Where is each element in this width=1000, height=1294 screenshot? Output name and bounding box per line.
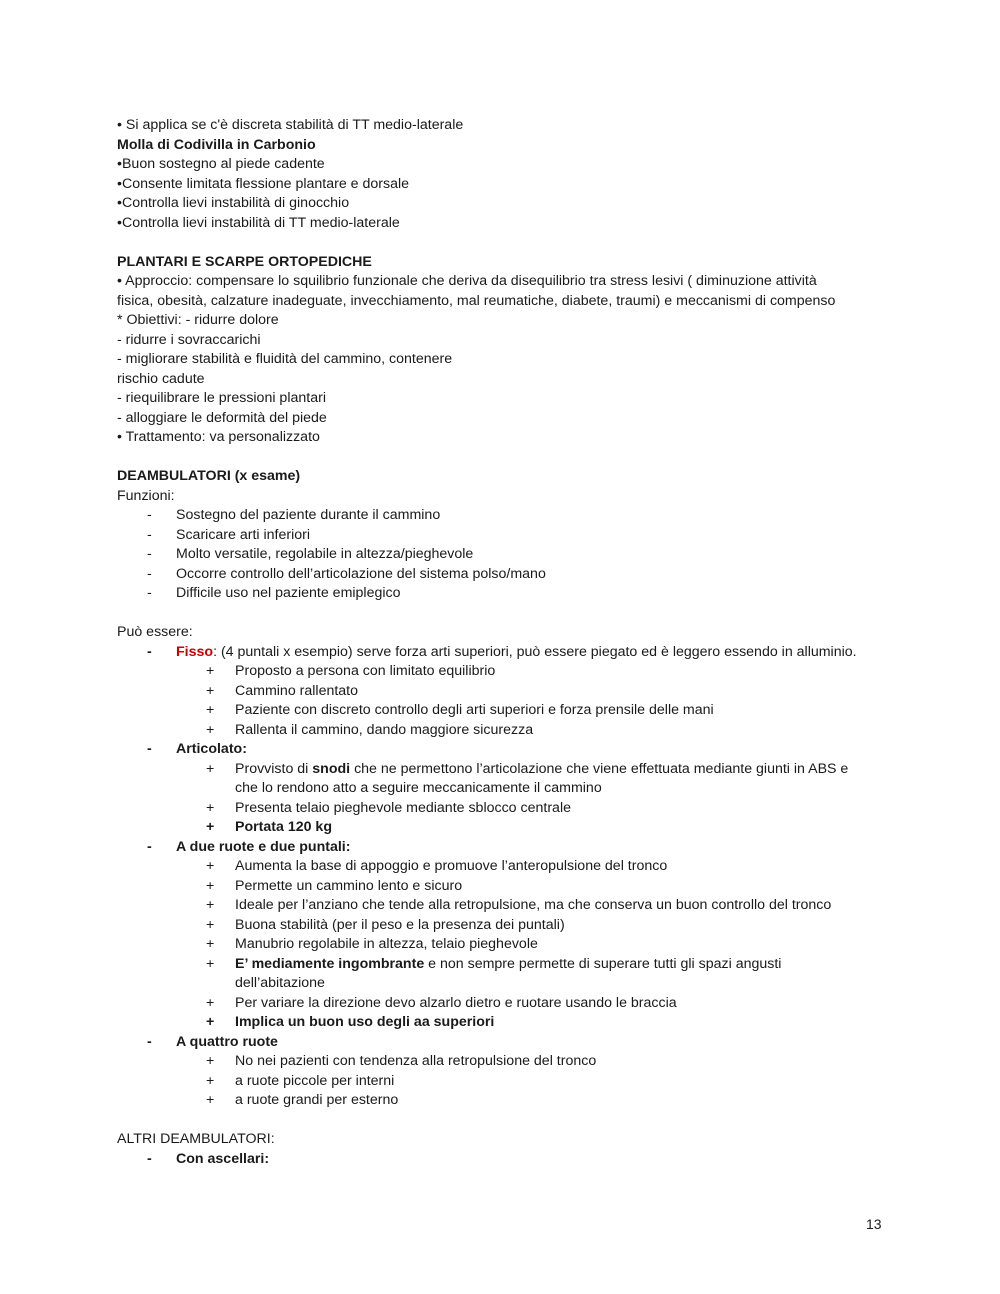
- funzioni-item: - Sostegno del paziente durante il cammino: [117, 506, 897, 526]
- codivilla-item: •Consente limitata flessione plantare e dorsale: [117, 175, 410, 192]
- ascellari-item: [117, 1150, 897, 1170]
- plantari-line: - alloggiare le deformità del piede: [117, 409, 327, 426]
- dash-marker: -: [147, 1033, 152, 1050]
- altri-title: ALTRI DEAMBULATORI:: [117, 1131, 275, 1147]
- articolato-subitem: + Provvisto di snodi che ne permettono l’articolazione che viene effettuata mediante giunti in ABS e: [117, 760, 897, 780]
- plus-marker: +: [206, 877, 215, 894]
- fisso-subitem: + Paziente con discreto controllo degli arti superiori e forza prensile delle mani: [117, 701, 897, 721]
- due-ruote-subitem: + Permette un cammino lento e sicuro: [117, 877, 897, 897]
- plus-marker: +: [206, 897, 215, 913]
- document-page: [117, 116, 897, 1169]
- codivilla-title: Molla di Codivilla in Carbonio: [117, 136, 316, 153]
- plus-marker: +: [206, 858, 215, 874]
- ascellari-label: Con ascellari:: [176, 1150, 270, 1167]
- due-ruote-subitem-cont: dell’abitazione: [235, 975, 325, 991]
- quattro-ruote-item: [117, 1033, 897, 1053]
- due-ruote-label: A due ruote e due puntali:: [176, 838, 351, 855]
- page-number: 13: [866, 1216, 882, 1232]
- plantari-line: - riequilibrare le pressioni plantari: [117, 390, 326, 406]
- plus-marker: +: [206, 955, 215, 972]
- fisso-label: Fisso: [176, 643, 214, 660]
- dash-marker: -: [147, 838, 152, 855]
- quattro-ruote-label: A quattro ruote: [176, 1033, 278, 1050]
- fisso-desc: : (4 puntali x esempio) serve forza arti superiori, può essere piegato ed è leggero essendo in alluminio.: [213, 643, 857, 660]
- plus-marker: +: [206, 916, 215, 933]
- codivilla-item: •Buon sostegno al piede cadente: [117, 156, 325, 172]
- dash-marker: -: [147, 526, 152, 543]
- plus-marker: +: [206, 799, 215, 816]
- due-ruote-subitem: + E’ mediamente ingombrante e non sempre permette di superare tutti gli spazi angusti: [117, 955, 897, 975]
- plus-marker: +: [206, 682, 215, 699]
- articolato-item: [117, 740, 897, 760]
- quattro-ruote-subitem: + a ruote piccole per interni: [117, 1072, 897, 1092]
- plus-marker: +: [206, 760, 215, 777]
- plus-marker: +: [206, 1072, 215, 1089]
- intro-line: • Si applica se c'è discreta stabilità di TT medio-laterale: [117, 117, 464, 133]
- plantari-title: PLANTARI E SCARPE ORTOPEDICHE: [117, 253, 372, 270]
- plantari-line: - migliorare stabilità e fluidità del cammino, contenere: [117, 351, 453, 367]
- fisso-subitem: + Rallenta il cammino, dando maggiore sicurezza: [117, 721, 897, 741]
- due-ruote-subitem: + Per variare la direzione devo alzarlo dietro e ruotare usando le braccia: [117, 994, 897, 1014]
- quattro-ruote-subitem: + a ruote grandi per esterno: [117, 1091, 897, 1111]
- quattro-ruote-subitem: + No nei pazienti con tendenza alla retropulsione del tronco: [117, 1052, 897, 1072]
- plantari-line: rischio cadute: [117, 370, 205, 387]
- due-ruote-item: [117, 838, 897, 858]
- plus-marker: +: [206, 994, 215, 1011]
- deambulatori-title: DEAMBULATORI (x esame): [117, 468, 301, 484]
- due-ruote-subitem: + Manubrio regolabile in altezza, telaio pieghevole: [117, 935, 897, 955]
- dash-marker: -: [147, 741, 152, 757]
- articolato-subitem-cont: che lo rendono atto a seguire meccanicamente il cammino: [235, 780, 602, 796]
- codivilla-item: •Controlla lievi instabilità di TT medio-laterale: [117, 214, 400, 231]
- plus-marker: +: [206, 702, 215, 718]
- plantari-line: * Obiettivi: - ridurre dolore: [117, 312, 279, 328]
- articolato-subitem: + Portata 120 kg: [117, 818, 897, 838]
- plus-marker: +: [206, 1092, 215, 1108]
- plus-marker: +: [206, 721, 215, 738]
- due-ruote-subitem: + Ideale per l’anziano che tende alla retropulsione, ma che conserva un buon controllo del tronco: [117, 896, 897, 916]
- due-ruote-subitem: + Buona stabilità (per il peso e la presenza dei puntali): [117, 916, 897, 936]
- due-ruote-subitem: + Implica un buon uso degli aa superiori: [117, 1013, 897, 1033]
- dash-marker: -: [147, 585, 152, 601]
- codivilla-item: •Controlla lievi instabilità di ginocchio: [117, 195, 350, 211]
- plus-marker: +: [206, 663, 215, 679]
- dash-marker: -: [147, 643, 152, 660]
- funzioni-item: - Scaricare arti inferiori: [117, 526, 897, 546]
- funzioni-item: - Occorre controllo dell’articolazione del sistema polso/mano: [117, 565, 897, 585]
- funzioni-label: Funzioni:: [117, 487, 175, 504]
- puo-essere-label: Può essere:: [117, 624, 193, 640]
- articolato-label: Articolato:: [176, 741, 247, 757]
- due-ruote-subitem: + Aumenta la base di appoggio e promuove l’anteropulsione del tronco: [117, 857, 897, 877]
- dash-marker: -: [147, 565, 152, 582]
- fisso-subitem: + Cammino rallentato: [117, 682, 897, 702]
- fisso-item: [117, 643, 897, 663]
- plantari-line: • Trattamento: va personalizzato: [117, 429, 320, 445]
- funzioni-item: - Difficile uso nel paziente emiplegico: [117, 584, 897, 604]
- funzioni-item: - Molto versatile, regolabile in altezza/pieghevole: [117, 545, 897, 565]
- plantari-line: - ridurre i sovraccarichi: [117, 331, 261, 348]
- plus-marker: +: [206, 819, 215, 835]
- dash-marker: -: [147, 1150, 152, 1167]
- articolato-subitem: + Presenta telaio pieghevole mediante sblocco centrale: [117, 799, 897, 819]
- plantari-line: fisica, obesità, calzature inadeguate, invecchiamento, mal reumatiche, diabete, traumi) e meccanismi di compenso: [117, 292, 836, 309]
- plus-marker: +: [206, 1053, 215, 1069]
- dash-marker: -: [147, 507, 152, 523]
- plus-marker: +: [206, 1014, 215, 1030]
- plantari-line: • Approccio: compensare lo squilibrio funzionale che deriva da disequilibrio tra stress lesivi ( diminuzione attività: [117, 273, 817, 289]
- fisso-subitem: + Proposto a persona con limitato equilibrio: [117, 662, 897, 682]
- plus-marker: +: [206, 936, 215, 952]
- dash-marker: -: [147, 546, 152, 562]
